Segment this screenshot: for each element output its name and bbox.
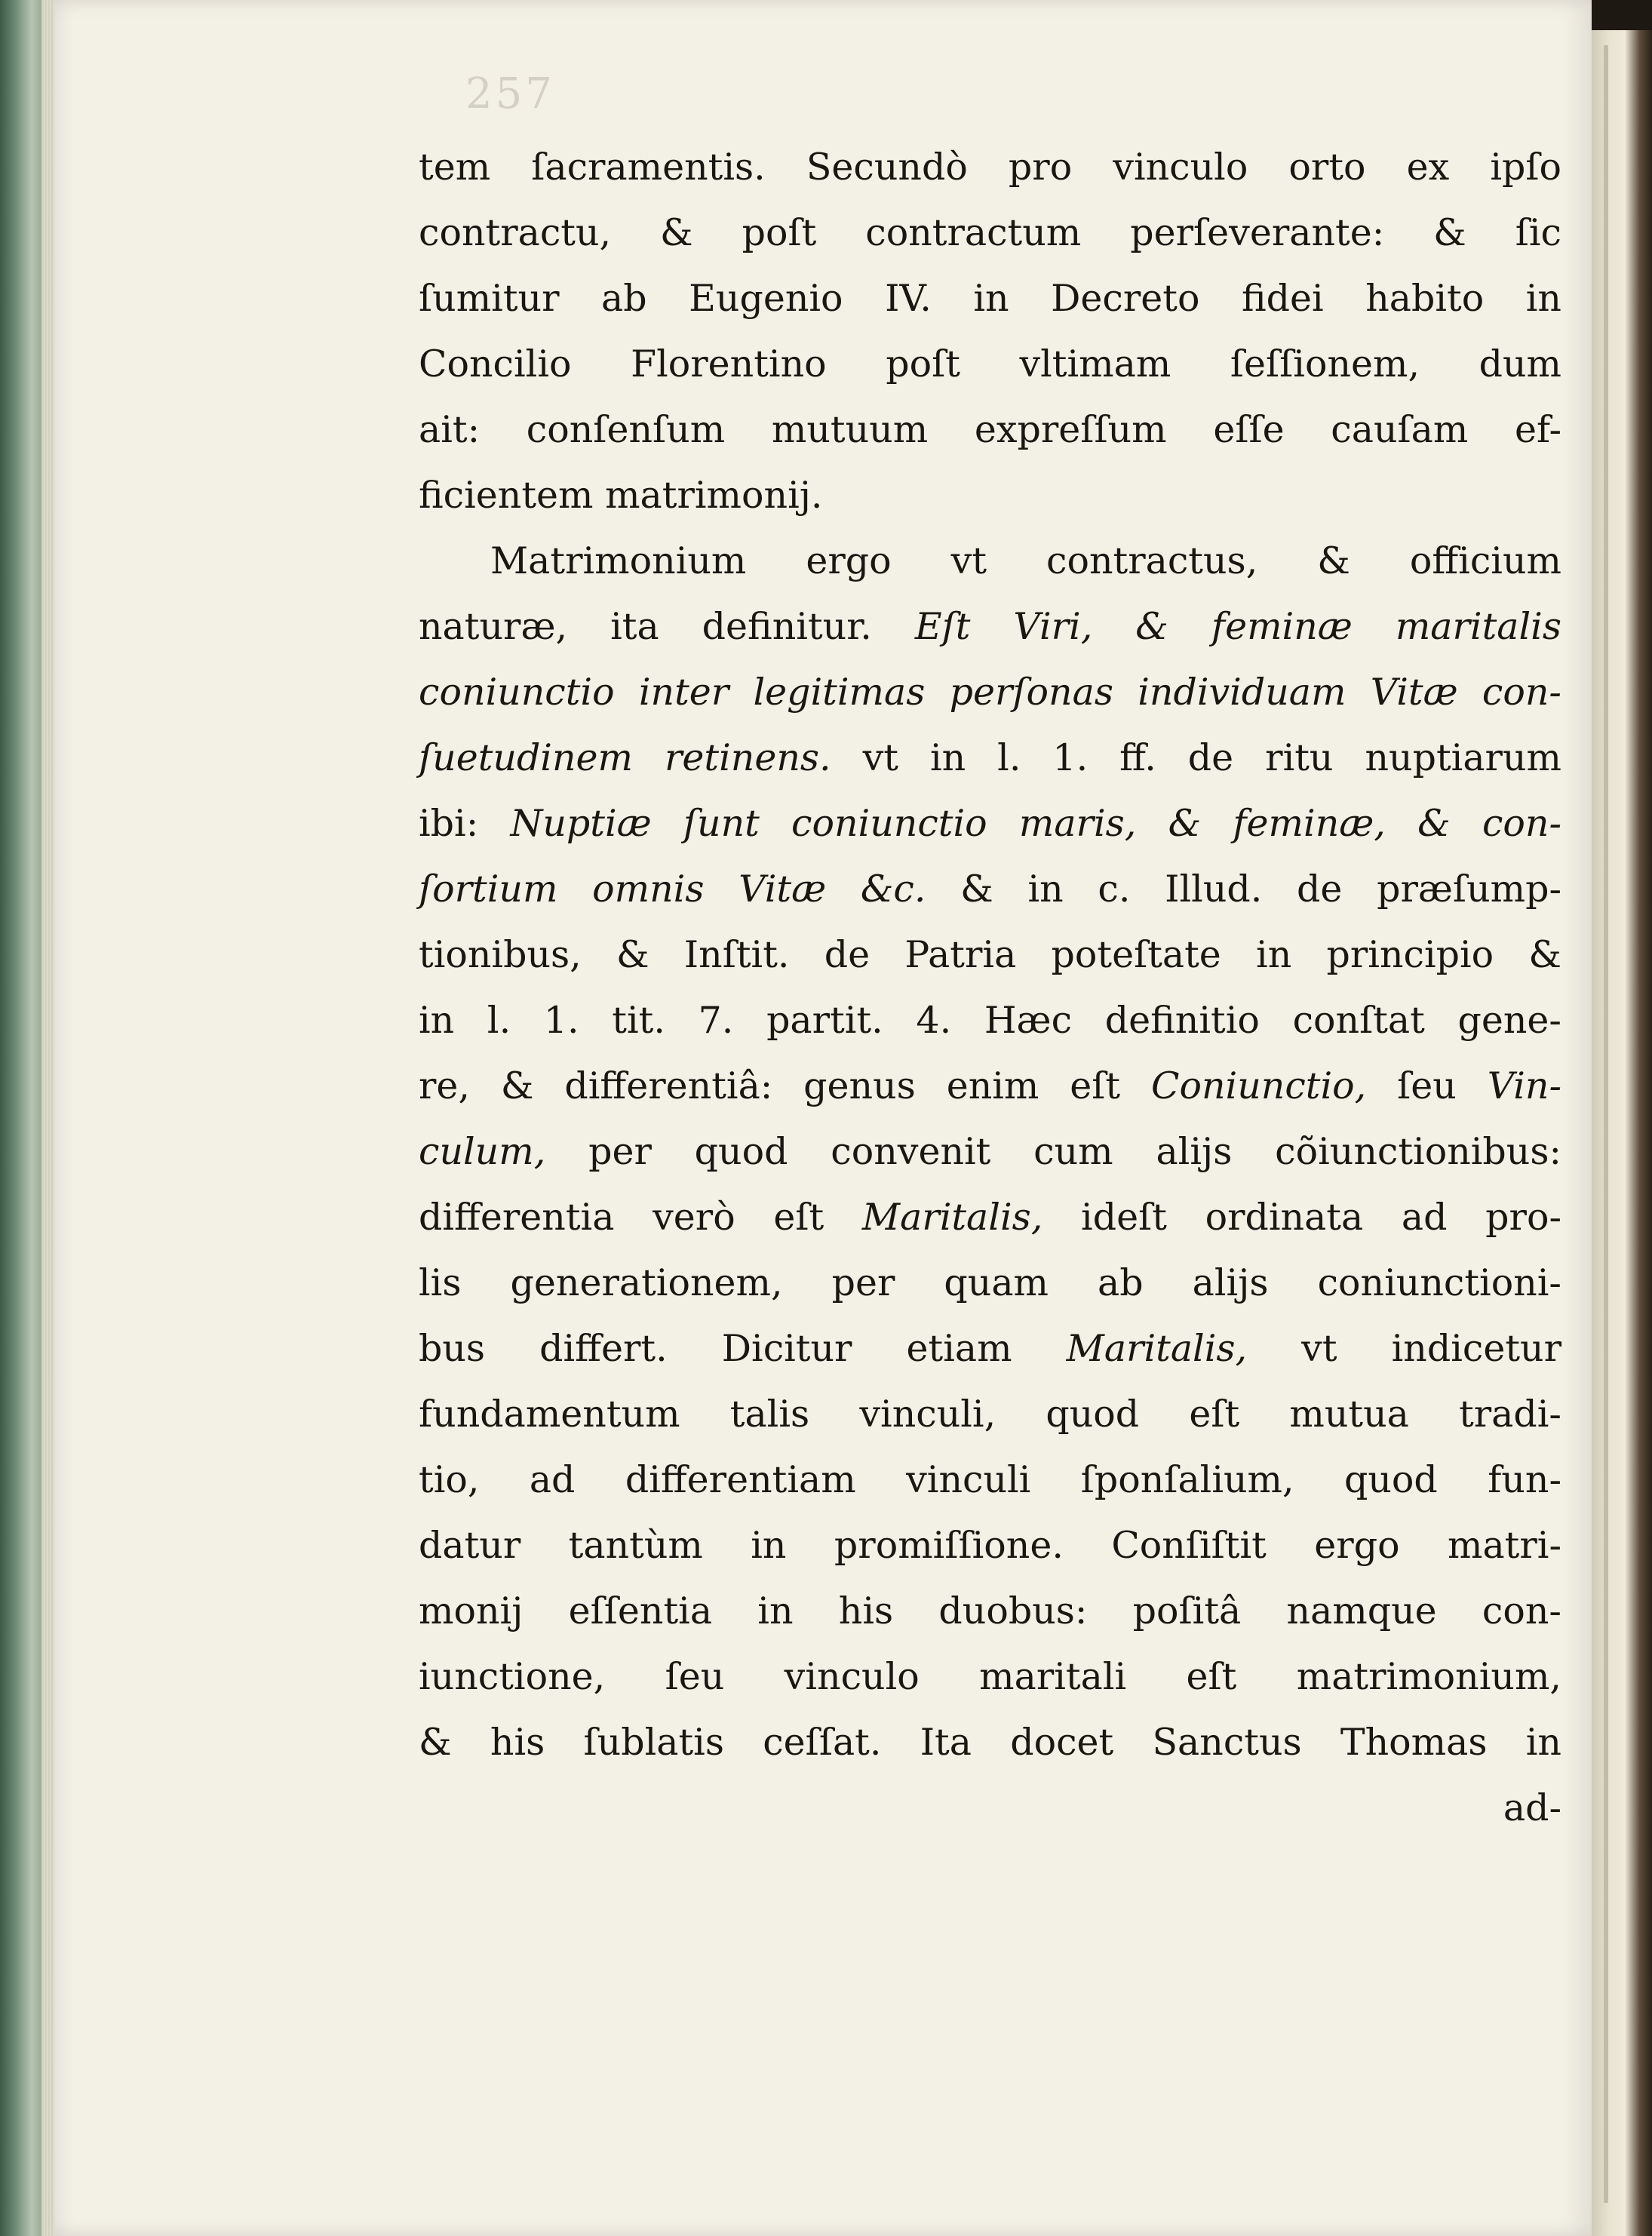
italic-text-run: Maritalis,	[861, 1196, 1043, 1239]
italic-text-run: Eſt Viri, & feminæ maritalis	[914, 605, 1561, 648]
text-line	[419, 725, 1561, 791]
text-run: & his ſublatis ceſſat. Ita docet Sanctus Thomas in	[419, 1721, 1561, 1764]
text-line	[419, 1250, 1561, 1316]
text-line	[419, 1053, 1561, 1119]
text-line	[419, 1709, 1561, 1775]
text-run: ait: conſenſum mutuum expreſſum eſſe cauſam ef-	[419, 408, 1561, 451]
text-line	[419, 659, 1561, 725]
text-run: iunctione, ſeu vinculo maritali eſt matrimonium,	[419, 1655, 1561, 1698]
book-edge-right	[1592, 0, 1652, 2236]
text-run: bus differt. Dicitur etiam	[419, 1327, 1067, 1370]
text-run: fundamentum talis vinculi, quod eſt mutua tradi-	[419, 1393, 1561, 1436]
italic-text-run: Nuptiæ ſunt coniunctio maris, & feminæ, & con-	[510, 802, 1561, 845]
text-run: ſumitur ab Eugenio IV. in Decreto fidei habito in	[419, 277, 1561, 320]
page-text-block	[419, 134, 1561, 1841]
text-run: ſeu	[1366, 1064, 1488, 1107]
text-line	[419, 856, 1561, 922]
text-run: tio, ad differentiam vinculi ſponſalium, quod fun-	[419, 1458, 1561, 1501]
text-line	[419, 200, 1561, 266]
text-run: monij eſſentia in his duobus: poſitâ namque con-	[419, 1589, 1561, 1632]
book-page-fold	[1604, 45, 1608, 2203]
text-run: & in c. Illud. de præſump-	[926, 868, 1562, 911]
text-line	[419, 528, 1561, 594]
text-run: per quod convenit cum alijs cõiunctionibus:	[545, 1130, 1561, 1173]
text-run: vt in l. 1. ff. de ritu nuptiarum	[831, 736, 1561, 779]
text-line	[419, 1119, 1561, 1184]
text-line	[419, 791, 1561, 856]
text-line	[419, 134, 1561, 200]
text-run: naturæ, ita definitur.	[419, 605, 915, 648]
text-run: Matrimonium ergo vt contractus, & officium	[490, 539, 1561, 582]
italic-text-run: Maritalis,	[1066, 1327, 1248, 1370]
text-line	[419, 922, 1561, 987]
italic-text-run: culum,	[419, 1130, 546, 1173]
text-line	[419, 331, 1561, 397]
text-run: vt indicetur	[1247, 1327, 1561, 1370]
text-line	[419, 1381, 1561, 1447]
text-line	[419, 462, 1561, 528]
text-line	[419, 266, 1561, 331]
book-cover-corner	[1592, 0, 1652, 30]
text-line	[419, 987, 1561, 1053]
text-run: Concilio Florentino poſt vltimam ſeſſionem, dum	[419, 342, 1561, 385]
text-run: in l. 1. tit. 7. partit. 4. Hæc definitio conſtat gene-	[419, 999, 1561, 1042]
text-line	[419, 1447, 1561, 1513]
text-line	[419, 1578, 1561, 1644]
text-run: contractu, & poſt contractum perſeverante: & ſic	[419, 211, 1561, 254]
text-line	[419, 397, 1561, 462]
text-run: datur tantùm in promiſſione. Conſiſtit ergo matri-	[419, 1524, 1561, 1567]
text-run: tem ſacramentis. Secundò pro vinculo orto ex ipſo	[419, 146, 1561, 189]
catchword: ad-	[1503, 1786, 1561, 1829]
italic-text-run: ſuetudinem retinens.	[419, 736, 831, 779]
text-run: tionibus, & Inſtit. de Patria poteſtate in principio &	[419, 933, 1561, 976]
italic-text-run: ſortium omnis Vitæ &c.	[419, 868, 926, 911]
text-line	[419, 594, 1561, 659]
text-line	[419, 1316, 1561, 1381]
text-line	[419, 1184, 1561, 1250]
text-run: ibi:	[419, 802, 511, 845]
text-run: ideſt ordinata ad pro-	[1042, 1196, 1562, 1239]
text-run: ficientem matrimonij.	[419, 474, 823, 517]
text-run: re, & differentiâ: genus enim eſt	[419, 1064, 1151, 1107]
page-number: 257	[465, 69, 555, 118]
text-run: lis generationem, per quam ab alijs coniunctioni-	[419, 1261, 1561, 1304]
text-run: differentia verò eſt	[419, 1196, 862, 1239]
italic-text-run: Vin-	[1487, 1064, 1562, 1107]
text-line	[419, 1644, 1561, 1709]
text-line	[419, 1513, 1561, 1578]
italic-text-run: Coniunctio,	[1151, 1064, 1367, 1107]
italic-text-run: coniunctio inter legitimas perſonas individuam Vitæ con-	[419, 671, 1561, 714]
